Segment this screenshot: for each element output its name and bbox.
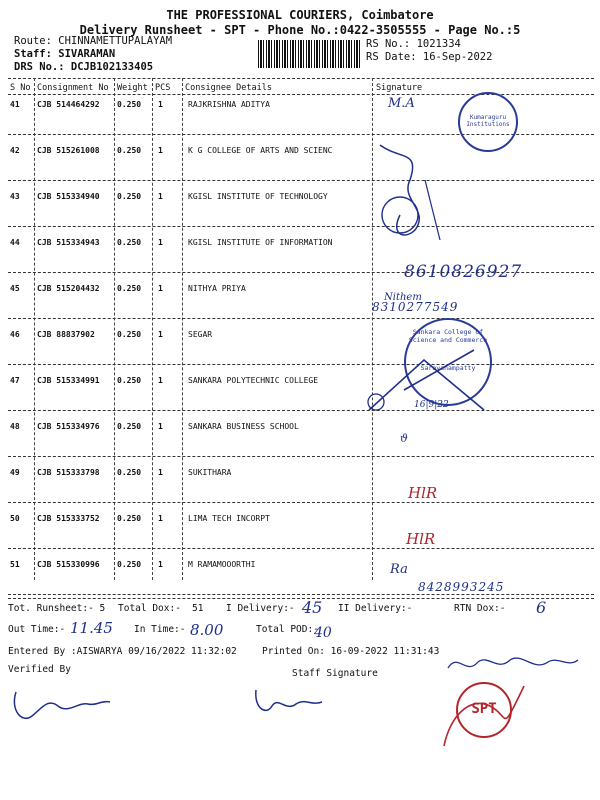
drs-label: DRS No.: (14, 61, 65, 73)
signature-scribble (370, 140, 450, 250)
signature-scribble: M.A (388, 96, 415, 111)
total-dox-value: 51 (192, 603, 204, 614)
cell-weight: 0.250 (117, 146, 142, 155)
cell-weight: 0.250 (117, 192, 142, 201)
name-45: Nithem (384, 292, 422, 303)
cell-weight: 0.250 (117, 560, 142, 569)
phone-51: 8428993245 (418, 580, 505, 594)
cell-weight: 0.250 (117, 376, 142, 385)
cell-consignment-no: CJB 515334976 (37, 422, 100, 431)
signature-scribble: ϑ (400, 432, 408, 445)
cell-consignment-no: CJB 515204432 (37, 284, 100, 293)
cell-weight: 0.250 (117, 284, 142, 293)
seal-ring-text: Sankara College of Science and Commerce (408, 328, 488, 344)
cell-pcs: 1 (158, 376, 163, 385)
row-rule (8, 456, 594, 457)
row-rule (8, 410, 594, 411)
cell-consignee: SANKARA BUSINESS SCHOOL (188, 422, 299, 431)
staff-signature-label: Staff Signature (292, 668, 378, 679)
cell-weight: 0.250 (117, 330, 142, 339)
cell-consignee: K G COLLEGE OF ARTS AND SCIENC (188, 146, 333, 155)
cell-pcs: 1 (158, 238, 163, 247)
rs-no-label: RS No.: (366, 38, 411, 50)
col-header-consignment: Consignment No (37, 83, 109, 93)
rs-no-value: 1021334 (416, 38, 461, 50)
table-header-rule (8, 94, 594, 95)
tot-runsheet: Tot. Runsheet:- 5 (8, 603, 106, 614)
row-rule (8, 502, 594, 503)
cell-pcs: 1 (158, 514, 163, 523)
total-pod-value: 40 (314, 625, 332, 641)
footer-rule (8, 598, 594, 599)
cell-sno: 48 (10, 422, 20, 431)
spt-stamp: SPT (456, 682, 512, 738)
printed-on: Printed On: 16-09-2022 11:31:43 (262, 646, 440, 657)
cell-pcs: 1 (158, 330, 163, 339)
cell-consignee: NITHYA PRIYA (188, 284, 246, 293)
rs-date-label: RS Date: (366, 51, 417, 63)
cell-weight: 0.250 (117, 238, 142, 247)
cell-consignee: SUKITHARA (188, 468, 232, 477)
cell-sno: 44 (10, 238, 20, 247)
cell-consignment-no: CJB 515334943 (37, 238, 100, 247)
row-rule (8, 364, 594, 365)
cell-weight: 0.250 (117, 468, 142, 477)
rs-date-row (366, 51, 492, 63)
col-divider (182, 78, 183, 580)
signature-scribble: Ra (390, 562, 408, 577)
verified-by-label: Verified By (8, 664, 71, 675)
phone-44: 8610826927 (404, 262, 523, 282)
i-delivery-value: 45 (302, 598, 323, 617)
cell-pcs: 1 (158, 468, 163, 477)
table-top-rule (8, 78, 594, 79)
cell-pcs: 1 (158, 146, 163, 155)
out-time-value: 11.45 (70, 619, 113, 637)
staff-value: SIVARAMAN (58, 48, 116, 60)
hlr-50: HlR (406, 530, 436, 548)
cell-consignee: RAJKRISHNA ADITYA (188, 100, 270, 109)
hlr-49: HlR (408, 484, 438, 502)
row-rule (8, 180, 594, 181)
cell-sno: 41 (10, 100, 20, 109)
cell-sno: 46 (10, 330, 20, 339)
rs-date-value: 16-Sep-2022 (422, 51, 493, 63)
total-dox-label: Total Dox:- (118, 603, 181, 614)
drs-value: DCJB102133405 (70, 61, 154, 73)
cell-pcs: 1 (158, 422, 163, 431)
cell-consignee: KGISL INSTITUTE OF INFORMATION (188, 238, 333, 247)
col-header-pcs: PCS (155, 83, 171, 93)
cell-consignment-no: CJB 88837902 (37, 330, 95, 339)
i-delivery-label: I Delivery:- (226, 603, 295, 614)
seal-center-text: Saravanampatty (420, 364, 476, 372)
col-header-weight: Weight (117, 83, 148, 93)
cell-consignment-no: CJB 515261008 (37, 146, 100, 155)
ii-delivery-label: II Delivery:- (338, 603, 413, 614)
cell-sno: 51 (10, 560, 20, 569)
cell-consignee: SANKARA POLYTECHNIC COLLEGE (188, 376, 319, 385)
cell-pcs: 1 (158, 284, 163, 293)
in-time-value: 8.00 (190, 621, 224, 639)
total-pod-label: Total POD:- (256, 624, 319, 635)
cell-consignment-no: CJB 515334991 (37, 376, 100, 385)
red-scribble (430, 676, 540, 756)
route-value: CHINNAMETTUPALAYAM (58, 35, 173, 47)
seal-stamp-41: Kumaraguru Institutions (458, 92, 518, 152)
col-header-consignee: Consignee Details (185, 83, 272, 93)
out-time-label: Out Time:- (8, 624, 66, 635)
date-47: 16|9|22 (414, 400, 449, 410)
row-rule (8, 226, 594, 227)
cell-consignee: LIMA TECH INCORPT (188, 514, 270, 523)
phone-45: 8310277549 (372, 300, 459, 314)
entered-by: Entered By :AISWARYA 09/16/2022 11:32:02 (8, 646, 237, 657)
staff-signature (250, 682, 330, 722)
col-divider (34, 78, 35, 580)
staff-row (14, 48, 115, 60)
verified-signature (8, 680, 118, 730)
cell-consignee: M RAMAMOOORTHI (188, 560, 256, 569)
cell-weight: 0.250 (117, 100, 142, 109)
cell-consignment-no: CJB 514464292 (37, 100, 100, 109)
cell-consignment-no: CJB 515334940 (37, 192, 100, 201)
cell-consignment-no: CJB 515330996 (37, 560, 100, 569)
cell-weight: 0.250 (117, 514, 142, 523)
cell-sno: 42 (10, 146, 20, 155)
cell-consignee: SEGAR (188, 330, 213, 339)
col-divider (114, 78, 115, 580)
route-label: Route: (14, 35, 52, 47)
col-header-sno: S No (10, 83, 31, 93)
cell-sno: 49 (10, 468, 20, 477)
row-rule (8, 548, 594, 549)
col-header-signature: Signature (376, 83, 423, 93)
runsheet-subtitle: Delivery Runsheet - SPT - Phone No.:0422-3505555 - Page No.:5 (79, 23, 521, 37)
cell-consignment-no: CJB 515333798 (37, 468, 100, 477)
row-rule (8, 318, 594, 319)
in-time-label: In Time:- (134, 624, 186, 635)
col-divider (152, 78, 153, 580)
barcode-graphic (258, 40, 362, 68)
rs-no-row (366, 38, 461, 50)
rtn-dox-label: RTN Dox:- (454, 603, 506, 614)
drs-row (14, 61, 153, 73)
cell-sno: 43 (10, 192, 20, 201)
route-row (14, 35, 172, 47)
cell-consignee: KGISL INSTITUTE OF TECHNOLOGY (188, 192, 328, 201)
cell-pcs: 1 (158, 100, 163, 109)
cell-consignment-no: CJB 515333752 (37, 514, 100, 523)
cell-sno: 50 (10, 514, 20, 523)
rtn-dox-value: 6 (536, 598, 547, 617)
cell-pcs: 1 (158, 192, 163, 201)
cell-sno: 47 (10, 376, 20, 385)
cell-weight: 0.250 (117, 422, 142, 431)
cell-pcs: 1 (158, 560, 163, 569)
row-rule (8, 594, 594, 595)
company-title: THE PROFESSIONAL COURIERS, Coimbatore (166, 8, 434, 22)
cell-sno: 45 (10, 284, 20, 293)
staff-label: Staff: (14, 48, 52, 60)
